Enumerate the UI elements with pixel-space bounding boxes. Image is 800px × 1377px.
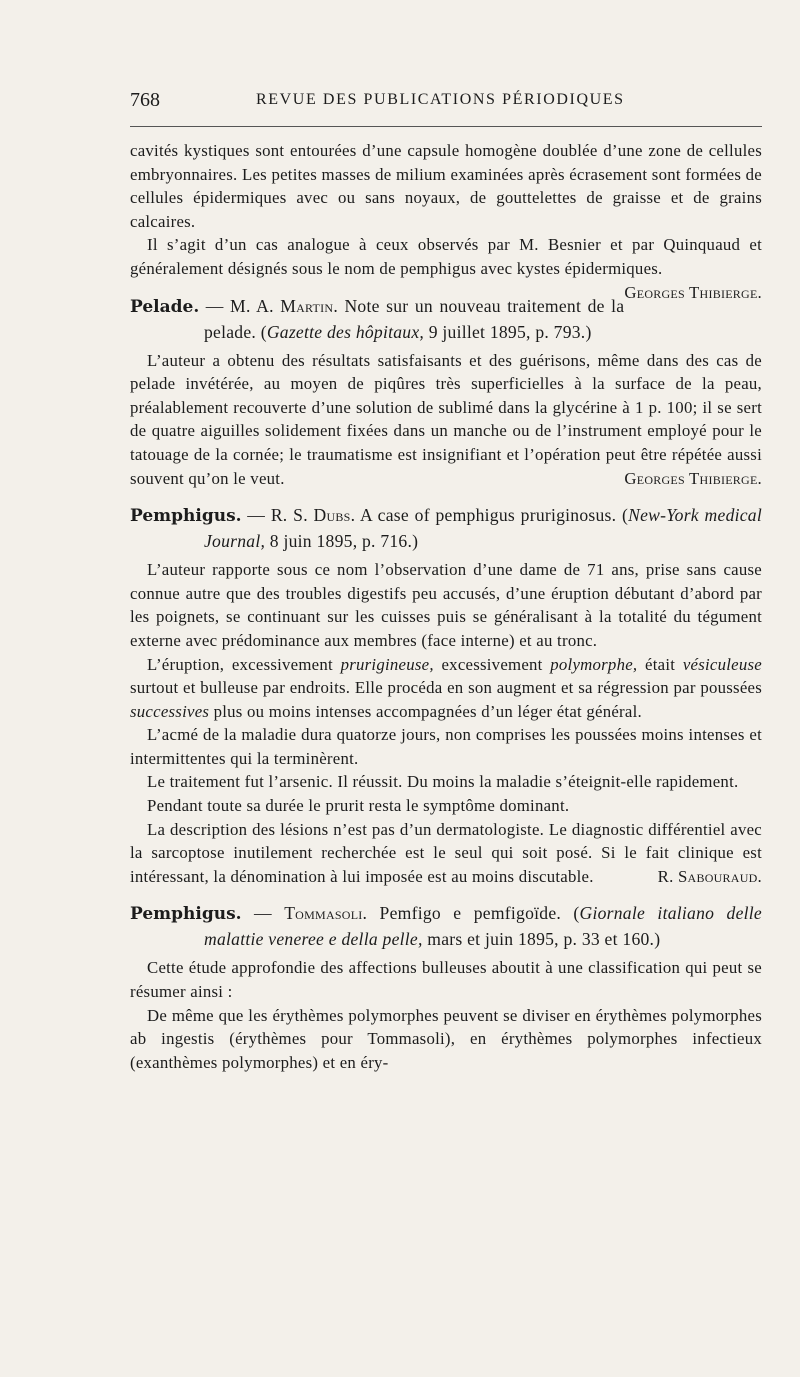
author-name: Martin [280, 295, 334, 316]
reference: 9 juillet 1895, p. 793.) [424, 321, 592, 342]
paragraph-text: Il s’agit d’un cas analogue à ceux observés par M. Besnier et par Quinquaud et généralement désignés sous le nom de pemphigus avec kystes épidermiques. [130, 235, 762, 278]
italic-term: polymorphe, [550, 654, 638, 674]
article-title: . Pemfigo e pemfigoïde. ( [362, 903, 580, 924]
paragraph: Le traitement fut l’arsenic. Il réussit. Du moins la maladie s’éteignit-elle rapidement. [147, 772, 739, 792]
section-label: Pelade. [130, 296, 200, 317]
italic-term: successives [130, 701, 210, 721]
italic-term: prurigineuse, [340, 654, 434, 674]
journal-name: New-York medical Journal, [204, 505, 762, 552]
running-header [130, 89, 762, 113]
author-name: Dubs [313, 505, 351, 526]
section-label: Pemphigus. [130, 904, 242, 925]
article-title: . Note sur un nouveau traitement de la pelade. ( [204, 295, 625, 342]
signature: R. Sabouraud. [657, 866, 762, 886]
text-run: était [637, 654, 683, 674]
heading-dash: — R. S. [241, 505, 314, 526]
reference: 8 juin 1895, p. 716.) [265, 531, 419, 552]
paragraph-text: La description des lésions n’est pas d’un dermatologiste. Le diagnostic différentiel avec la sarcoptose inutilement recherchée est le seul qui soit posé. Si le fait clinique est intéressant, la dénomination à lui imposée est au moins discutable. [130, 819, 762, 886]
paragraph: L’acmé de la maladie dura quatorze jours, non comprises les poussées moins intenses et intermittentes qui la terminèrent. [130, 725, 762, 768]
paragraph [130, 349, 762, 491]
text-run: L’éruption, excessivement [147, 654, 341, 674]
paragraph [130, 233, 762, 302]
running-title: REVUE DES PUBLICATIONS PÉRIODIQUES [256, 91, 625, 108]
italic-term: vésiculeuse [682, 654, 762, 674]
paragraph [130, 818, 762, 889]
header-rule [130, 126, 762, 127]
paragraph: cavités kystiques sont entourées d’une capsule homogène doublée d’une zone de cellules embryonnaires. Les petites masses de milium examinées après écrasement sont formées de cellules épidermiques avec ou sans noyaux, de gouttelettes de graisse et de grains calcaires. [130, 141, 762, 231]
page-number: 768 [130, 89, 160, 111]
paragraph-text: L’auteur a obtenu des résultats satisfaisants et des guérisons, même dans des cas de pelade invétérée, au moyen de piqûres très superficielles à la surface de la peau, préalablement recouverte d’une solution de sublimé dans la glycérine à 1 p. 100; il se sert de quatre aiguilles solidement fixées dans un manche ou de l’instrument employé pour le tatouage de la cornée; le traumatisme est insignifiant et l’opération peut être répétée aussi souvent qu’on le veut. [130, 350, 762, 488]
text-run: excessivement [433, 654, 551, 674]
paragraph: De même que les érythèmes polymorphes peuvent se diviser en érythèmes polymorphes ab ingestis (érythèmes pour Tommasoli), en érythèmes polymorphes infectieux (exanthèmes polymorphes) et en éry- [130, 1005, 762, 1072]
text-run: plus ou moins intenses accompagnées d’un léger état général. [209, 701, 642, 721]
signature: Georges Thibierge. [624, 468, 762, 488]
article-title: . A case of pemphigus pruriginosus. ( [350, 505, 629, 526]
author-name: Tommasoli [284, 903, 363, 924]
paragraph: Cette étude approfondie des affections bulleuses aboutit à une classification qui peut se résumer ainsi : [130, 958, 762, 1002]
paragraph: Pendant toute sa durée le prurit resta le symptôme dominant. [147, 796, 570, 816]
heading-dash: — M. A. [199, 295, 281, 316]
heading-dash: — [241, 903, 285, 924]
journal-name: Giornale italiano delle malattie veneree e della pelle, [204, 903, 762, 950]
article-heading [130, 503, 762, 554]
reference: mars et juin 1895, p. 33 et 160.) [422, 929, 661, 950]
section-label: Pemphigus. [130, 506, 242, 527]
text-run: surtout et bulleuse par endroits. Elle procéda en son augment et sa régression par poussées [130, 678, 762, 698]
paragraph: L’auteur rapporte sous ce nom l’observation d’une dame de 71 ans, prise sans cause connue autre que des troubles digestifs peu accusés, d’une éruption débutant d’abord par les poignets, se continuant sur les cuisses puis se généralisant à la totalité du tégument externe avec prédominance aux membres (face interne) et au tronc. [130, 560, 762, 650]
paragraph [130, 653, 762, 724]
journal-name: Gazette des hôpitaux, [266, 321, 425, 342]
signature: Georges Thibierge. [624, 282, 762, 302]
article-heading [130, 901, 762, 952]
page-body [130, 139, 762, 1074]
